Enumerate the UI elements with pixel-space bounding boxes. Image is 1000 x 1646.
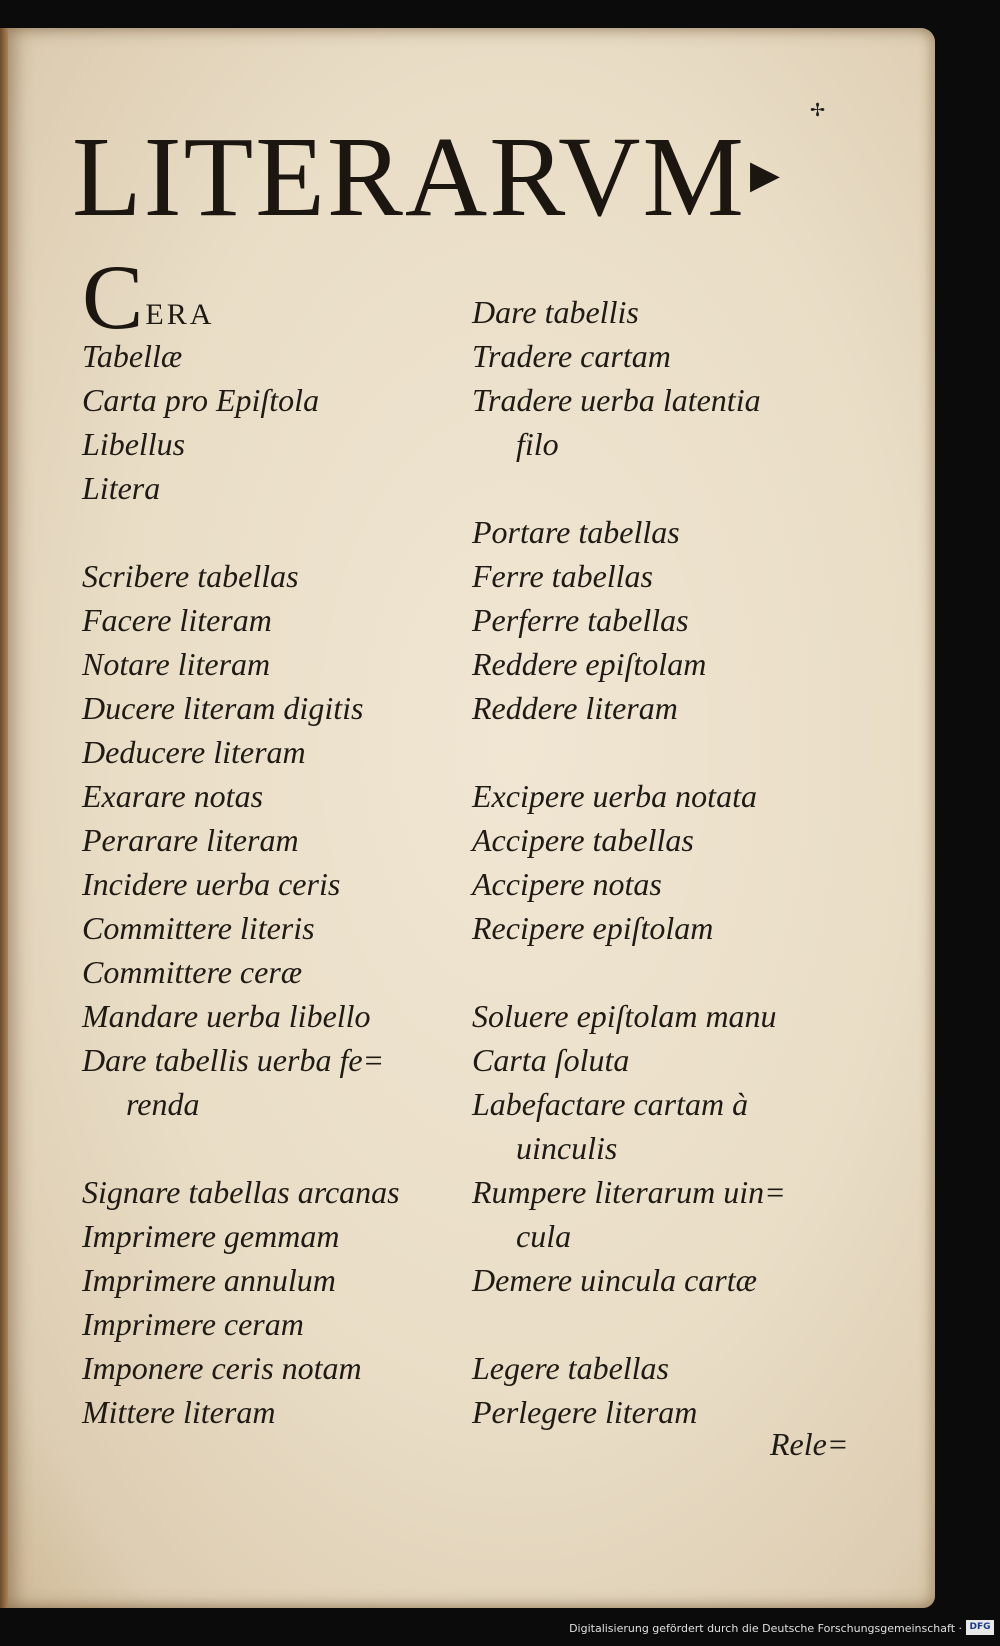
right-entry: Ferre tabellas (472, 558, 653, 594)
right-entry: Demere uincula cartæ (472, 1262, 757, 1298)
right-entry: Reddere epiſtolam (472, 646, 707, 682)
left-entry: Exarare notas (82, 778, 264, 814)
left-entry: Imponere ceris notam (82, 1350, 362, 1386)
right-entry: Perferre tabellas (472, 602, 689, 638)
right-entry: Tradere uerba latentia (472, 382, 761, 418)
left-entry: Notare literam (82, 646, 271, 682)
page-gutter (0, 28, 8, 1608)
dropcap-rest: ERA (145, 298, 215, 331)
right-entry: Excipere uerba notata (472, 778, 757, 814)
left-entry: Committere literis (82, 910, 315, 946)
left-entry: Mittere literam (82, 1394, 276, 1430)
flourish-icon: ▸ (749, 140, 782, 206)
right-entry: Labefactare cartam à (472, 1086, 749, 1122)
right-entry: Recipere epiſtolam (472, 910, 714, 946)
right-entry: Perlegere literam (472, 1394, 698, 1430)
right-entry: Reddere literam (472, 690, 678, 726)
right-entry: Accipere tabellas (472, 822, 694, 858)
right-entry: Portare tabellas (472, 514, 680, 550)
dfg-logo: DFG (966, 1620, 994, 1635)
entry-gap (472, 950, 872, 994)
running-title-text: LITERARVM (72, 113, 746, 240)
dropcap-heading (82, 246, 462, 349)
left-entry: Imprimere ceram (82, 1306, 304, 1342)
left-entry: renda (126, 1086, 200, 1122)
right-entry: filo (516, 426, 559, 462)
right-entry: Accipere notas (472, 866, 662, 902)
left-entry: Carta pro Epiſtola (82, 382, 320, 418)
right-entry: Carta ſoluta (472, 1042, 630, 1078)
right-column (472, 268, 872, 1434)
entry-gap (472, 1302, 872, 1346)
running-title (72, 113, 852, 240)
left-entry: Committere ceræ (82, 954, 303, 990)
left-entry: Imprimere annulum (82, 1262, 336, 1298)
right-entry: uinculis (516, 1130, 618, 1166)
right-entry: Soluere epiſtolam manu (472, 998, 777, 1034)
printer-mark-icon: ✢ (810, 100, 826, 121)
dropcap: C (82, 246, 144, 349)
catchword: Rele= (770, 1426, 849, 1462)
left-entry: Incidere uerba ceris (82, 866, 341, 902)
right-entry: Tradere cartam (472, 338, 671, 374)
left-entry: Deducere literam (82, 734, 306, 770)
left-entry: Perarare literam (82, 822, 299, 858)
left-entry: Signare tabellas arcanas (82, 1174, 400, 1210)
footer-bar (0, 1612, 1000, 1646)
right-entry: Rumpere literarum uin= (472, 1174, 786, 1210)
entry-gap (82, 1126, 462, 1170)
left-entry: Ducere literam digitis (82, 690, 364, 726)
entry-gap (472, 730, 872, 774)
left-entry: Tabellæ (82, 338, 183, 374)
left-column (82, 246, 462, 1434)
left-entry: Mandare uerba libello (82, 998, 371, 1034)
left-entry: Dare tabellis uerba fe= (82, 1042, 385, 1078)
book-page (0, 28, 935, 1608)
right-entry: Legere tabellas (472, 1350, 669, 1386)
left-entry: Libellus (82, 426, 186, 462)
left-entry: Imprimere gemmam (82, 1218, 340, 1254)
right-entry: Dare tabellis (472, 294, 639, 330)
right-entry: cula (516, 1218, 572, 1254)
entry-gap (82, 510, 462, 554)
left-entry: Scribere tabellas (82, 558, 299, 594)
left-entry: Litera (82, 470, 161, 506)
entry-gap (472, 466, 872, 510)
left-entry: Facere literam (82, 602, 272, 638)
footer-text: Digitalisierung gefördert durch die Deutsche Forschungsgemeinschaft · (569, 1622, 962, 1635)
